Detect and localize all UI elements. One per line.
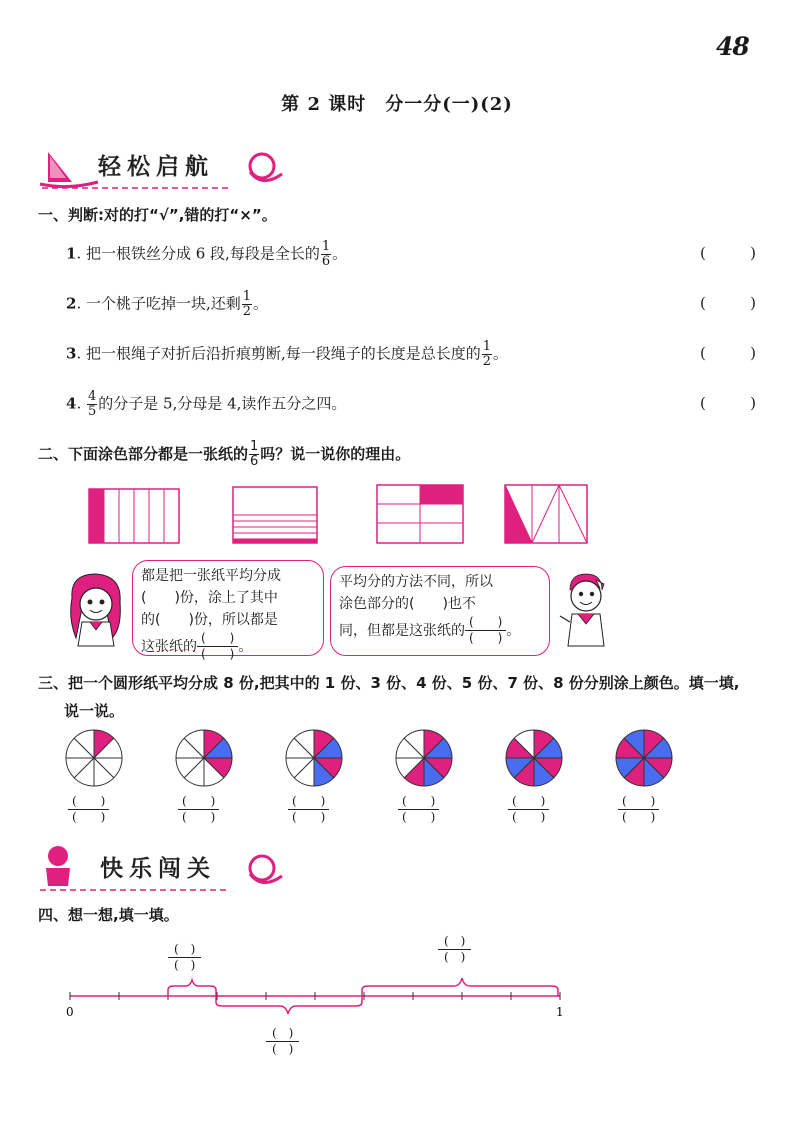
section4-heading: 四、想一想,填一填。: [38, 906, 179, 924]
section2-heading: 二、下面涂色部分都是一张纸的 $\frac{1}{6}$ 吗？说一说你的理由。: [38, 439, 411, 469]
number-line-blank-lower[interactable]: ( ) ( ): [266, 1026, 299, 1057]
fraction-circle-7: [506, 730, 562, 786]
girl-character-icon: [62, 568, 132, 648]
fraction-circle-3: [176, 730, 232, 786]
speech-bubble-left: 都是把一张纸平均分成 ( )份，涂上了其中 的( )份，所以都是 这张纸的 ( ) ( ) 。: [132, 560, 324, 656]
banner-easy-start-text: 轻松启航: [98, 154, 214, 180]
speech-bubble-right: 平均分的方法不同，所以 涂色部分的( )也不 同，但都是这张纸的 ( ) ( ) 。: [330, 566, 550, 656]
section3-heading: 三、把一个圆形纸平均分成 8 份,把其中的 1 份、3 份、4 份、5 份、7 份、8 份分别涂上颜色。填一填,: [38, 674, 740, 692]
number-line-area: [0, 930, 794, 1070]
q4-answer-blank[interactable]: ( ): [700, 394, 756, 412]
question-1: 1. 把一根铁丝分成 6 段,每段是全长的 $\frac{1}{6}$ 。: [66, 239, 348, 269]
question-3: 3. 把一根绳子对折后沿折痕剪断,每一段绳子的长度是总长度的 $\frac{1}{2}$ 。: [66, 339, 509, 369]
section3-heading-cont: 说一说。: [64, 702, 125, 720]
q3-text: . 把一根绳子对折后沿折痕剪断,每一段绳子的长度是总长度的: [76, 344, 481, 363]
q2-text: . 一个桃子吃掉一块,还剩: [76, 294, 241, 313]
q3-number: 3: [66, 344, 77, 363]
paper-triangles: [504, 484, 588, 544]
banner-happy-pass-text: 快乐闯关: [100, 856, 216, 882]
q4-number: 4: [66, 394, 77, 413]
section2-fraction: $\frac{1}{6}$: [250, 439, 259, 469]
fraction-circle-8: [616, 730, 672, 786]
circle-fraction-blank[interactable]: ( ) ( ): [618, 794, 659, 825]
bubble-left-fraction-blank[interactable]: ( ) ( ): [197, 631, 238, 662]
circle-fraction-blank[interactable]: ( ) ( ): [68, 794, 109, 825]
bubble-right-fraction-blank[interactable]: ( ) ( ): [465, 615, 506, 646]
q4-fraction: $\frac{4}{5}$: [87, 389, 97, 419]
question-2: 2. 一个桃子吃掉一块,还剩 $\frac{1}{2}$ 。: [66, 289, 269, 319]
fraction-circle-4: [286, 730, 342, 786]
page-number: 48: [716, 32, 749, 61]
section1-heading: 一、判断:对的打“√”,错的打“×”。: [38, 206, 277, 224]
q2-answer-blank[interactable]: ( ): [700, 294, 756, 312]
paper-horizontal-strips: [232, 486, 318, 544]
banner-easy-start: [38, 142, 298, 192]
circles-svg: [58, 722, 698, 800]
q1-number: 1: [66, 244, 77, 263]
number-line-label-0: 0: [66, 1005, 74, 1019]
q4-text: 的分子是 5,分母是 4,读作五分之四。: [98, 394, 347, 413]
number-line: [0, 930, 794, 1070]
question-4: 4. $\frac{4}{5}$ 的分子是 5,分母是 4,读作五分之四。: [66, 389, 347, 419]
banner-happy-pass: [38, 842, 298, 894]
number-line-blank-upper-left[interactable]: ( ) ( ): [168, 942, 201, 973]
boy-character-icon: [556, 570, 616, 648]
paper-grid: [376, 484, 464, 544]
number-line-blank-upper-right[interactable]: ( ) ( ): [438, 934, 471, 965]
circle-fraction-blank[interactable]: ( ) ( ): [178, 794, 219, 825]
q2-fraction: $\frac{1}{2}$: [242, 289, 252, 319]
circle-fraction-blank[interactable]: ( ) ( ): [288, 794, 329, 825]
circle-row: [58, 722, 698, 842]
lesson-title: 第 2 课时 分一分(一)(2): [281, 94, 513, 115]
circle-fraction-blank[interactable]: ( ) ( ): [508, 794, 549, 825]
circle-fraction-blank[interactable]: ( ) ( ): [398, 794, 439, 825]
q1-fraction: $\frac{1}{6}$: [321, 239, 331, 269]
fraction-circle-5: [396, 730, 452, 786]
paper-vertical-strips: [88, 488, 180, 544]
q3-answer-blank[interactable]: ( ): [700, 344, 756, 362]
q1-text: . 把一根铁丝分成 6 段,每段是全长的: [76, 244, 320, 263]
q2-number: 2: [66, 294, 77, 313]
fraction-circle-1: [66, 730, 122, 786]
number-line-label-1: 1: [556, 1005, 564, 1019]
q3-fraction: $\frac{1}{2}$: [482, 339, 492, 369]
q1-answer-blank[interactable]: ( ): [700, 244, 756, 262]
